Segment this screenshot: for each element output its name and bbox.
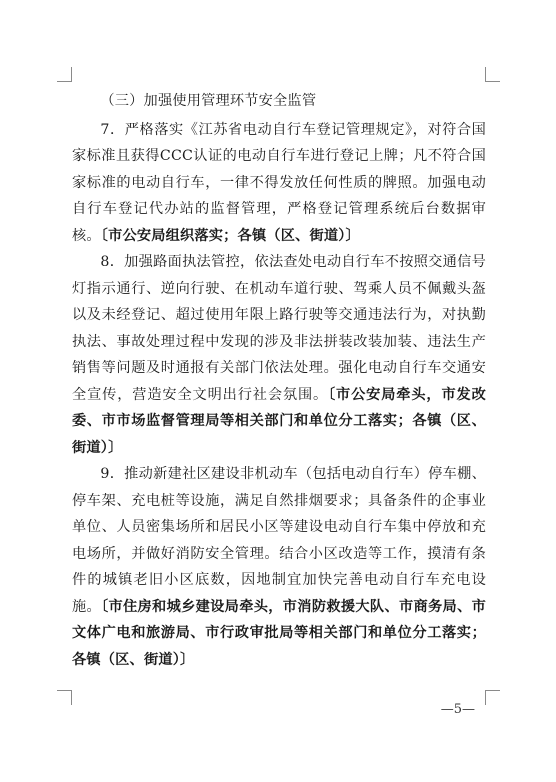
crop-mark-top-left	[57, 67, 72, 82]
paragraph-7-responsibility: 〔市公安局组织落实；各镇（区、街道）〕	[100, 227, 360, 244]
crop-mark-top-right	[485, 67, 500, 82]
paragraph-7	[72, 117, 486, 250]
page-number: —5—	[440, 702, 475, 717]
paragraph-9	[72, 461, 486, 673]
paragraph-9-responsibility: 〔市住房和城乡建设局牵头，市消防救援大队、市商务局、市文体广电和旅游局、市行政审批局等相关部门和单位分工落实；各镇（区、街道）〕	[72, 598, 486, 668]
paragraph-7-text: 7．严格落实《江苏省电动自行车登记管理规定》，对符合国家标准且获得CCC认证的电动自行车进行登记上牌；凡不符合国家标准的电动自行车，一律不得发放任何性质的牌照。加强电动自行车登记代办站的监督管理，严格登记管理系统后台数据审核。	[72, 121, 486, 244]
paragraph-8	[72, 249, 486, 461]
document-body	[72, 88, 486, 673]
paragraph-9-text: 9．推动新建社区建设非机动车（包括电动自行车）停车棚、停车架、充电桩等设施，满足自然排烟要求；具备条件的企事业单位、人员密集场所和居民小区等建设电动自行车集中停放和充电场所，并做好消防安全管理。结合小区改造等工作，摸清有条件的城镇老旧小区底数，因地制宜加快完善电动自行车充电设施。	[72, 466, 486, 615]
crop-mark-bottom-right	[485, 690, 500, 705]
section-heading: （三）加强使用管理环节安全监管	[100, 93, 317, 109]
paragraph-8-responsibility: 〔市公安局牵头，市发改委、市市场监督管理局等相关部门和单位分工落实；各镇（区、街道）〕	[72, 386, 486, 456]
paragraph-8-text: 8．加强路面执法管控，依法查处电动自行车不按照交通信号灯指示通行、逆向行驶、在机动车道行驶、驾乘人员不佩戴头盔以及未经登记、超过使用年限上路行驶等交通违法行为，对执勤执法、事故处理过程中发现的涉及非法拼装改装加装、违法生产销售等问题及时通报有关部门依法处理。强化电动自行车交通安全宣传，营造安全文明出行社会氛围。	[72, 254, 486, 403]
crop-mark-bottom-left	[57, 690, 72, 705]
